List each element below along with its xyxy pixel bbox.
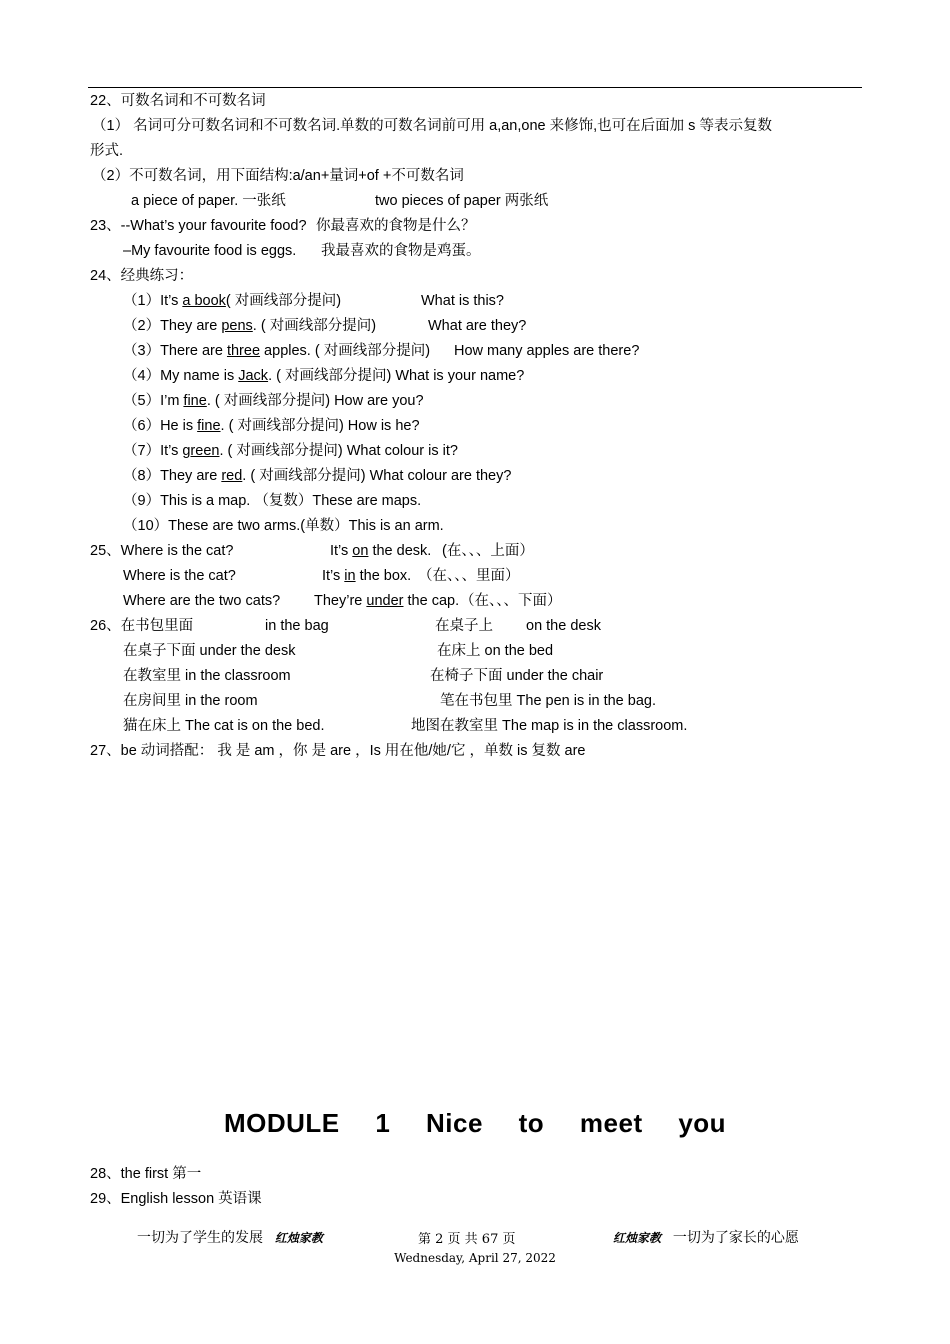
exercise-3: （3）There are three apples. ( 对画线部分提问) [123,343,431,359]
exercise-10: （10）These are two arms.(单数）This is an arm. [123,518,444,534]
item-29: 29、English lesson 英语课 [90,1191,262,1207]
item-22-example-a: a piece of paper. 一张纸 [131,193,286,209]
item-26-row1-b: 在桌子上 [435,618,493,634]
item-23-answer: –My favourite food is eggs. [123,243,297,259]
exercise-3-answer: How many apples are there? [454,343,640,359]
item-26-row5-b: 地图在教室里 The map is in the classroom. [411,718,688,734]
item-25-q2: Where is the cat? [123,568,236,584]
exercise-9: （9）This is a map. （复数）These are maps. [123,493,422,509]
item-26-row1-a2: in the bag [265,618,329,634]
exercise-2-answer: What are they? [428,318,527,334]
item-26-row3-a: 在教室里 in the classroom [123,668,291,684]
item-26-row4-b: 笔在书包里 The pen is in the bag. [440,693,656,709]
item-22-heading: 22、可数名词和不可数名词 [90,93,266,109]
item-24-heading: 24、经典练习： [90,268,194,284]
module-title: MODULE 1 Nice to meet you [223,1108,727,1138]
exercise-6: （6）He is fine. ( 对画线部分提问) How is he? [123,418,420,434]
item-25-q1: 25、Where is the cat? [90,543,234,559]
item-23-question: 23、--What’s your favourite food? [90,218,307,234]
footer-page-number: 第 2 页 共 67 页 [418,1232,516,1247]
item-26-row3-b: 在椅子下面 under the chair [430,668,604,684]
item-25-a2-cn: （在、、、里面） [418,568,520,584]
item-23-question-cn: 你最喜欢的食物是什么？ [316,218,476,234]
item-26-row5-a: 猫在床上 The cat is on the bed. [123,718,325,734]
item-25-a1-cn: (在、、、上面） [442,543,534,559]
item-27-be-verbs: 27、be 动词搭配： 我 是 am ，你 是 are ，Is 用在他/她/它 ，单数 is 复数 are [90,743,586,759]
footer-right-text: 一切为了家长的心愿 [672,1229,799,1245]
header-rule [88,87,862,88]
item-23-answer-cn: 我最喜欢的食物是鸡蛋。 [321,243,481,259]
item-26-row1-a: 26、在书包里面 [90,618,194,634]
exercise-7: （7）It’s green. ( 对画线部分提问) What colour is it? [123,443,458,459]
exercise-5: （5）I’m fine. ( 对画线部分提问) How are you? [123,393,424,409]
exercise-1-answer: What is this? [421,293,504,309]
item-25-q3: Where are the two cats? [123,593,281,609]
exercise-8: （8）They are red. ( 对画线部分提问) What colour are they? [123,468,512,484]
item-25-a3: They’re under the cap. [314,593,460,609]
footer-left [137,1227,323,1247]
item-26-row1-b2: on the desk [526,618,601,634]
footer-right-brand: 红烛家教 [613,1231,662,1245]
item-26-row2-b: 在床上 on the bed [437,643,554,659]
item-25-a3-cn: （在、、、下面） [460,593,562,609]
item-25-a1: It’s on the desk. [330,543,432,559]
exercise-1: （1）It’s a book( 对画线部分提问) [123,293,342,309]
footer-left-brand: 红烛家教 [274,1231,323,1245]
item-25-a2: It’s in the box. [322,568,412,584]
item-22-example-b: two pieces of paper 两张纸 [375,193,549,209]
footer-left-text: 一切为了学生的发展 [137,1229,263,1245]
item-22-point-1-cont: 形式. [90,143,124,159]
item-28: 28、the first 第一 [90,1166,202,1182]
item-26-row2-a: 在桌子下面 under the desk [123,643,296,659]
item-22-point-1: （1） 名词可分可数名词和不可数名词.单数的可数名词前可用 a,an,one 来修饰,也可在后面加 s 等表示复数 [92,118,772,134]
item-22-point-2: （2）不可数名词，用下面结构:a/an+量词+of +不可数名词 [92,168,464,184]
footer-right [613,1227,799,1247]
exercise-2: （2）They are pens. ( 对画线部分提问) [123,318,377,334]
exercise-4: （4）My name is Jack. ( 对画线部分提问) What is your name? [123,368,525,384]
item-26-row4-a: 在房间里 in the room [123,693,258,709]
footer-date: Wednesday, April 27, 2022 [394,1251,556,1265]
